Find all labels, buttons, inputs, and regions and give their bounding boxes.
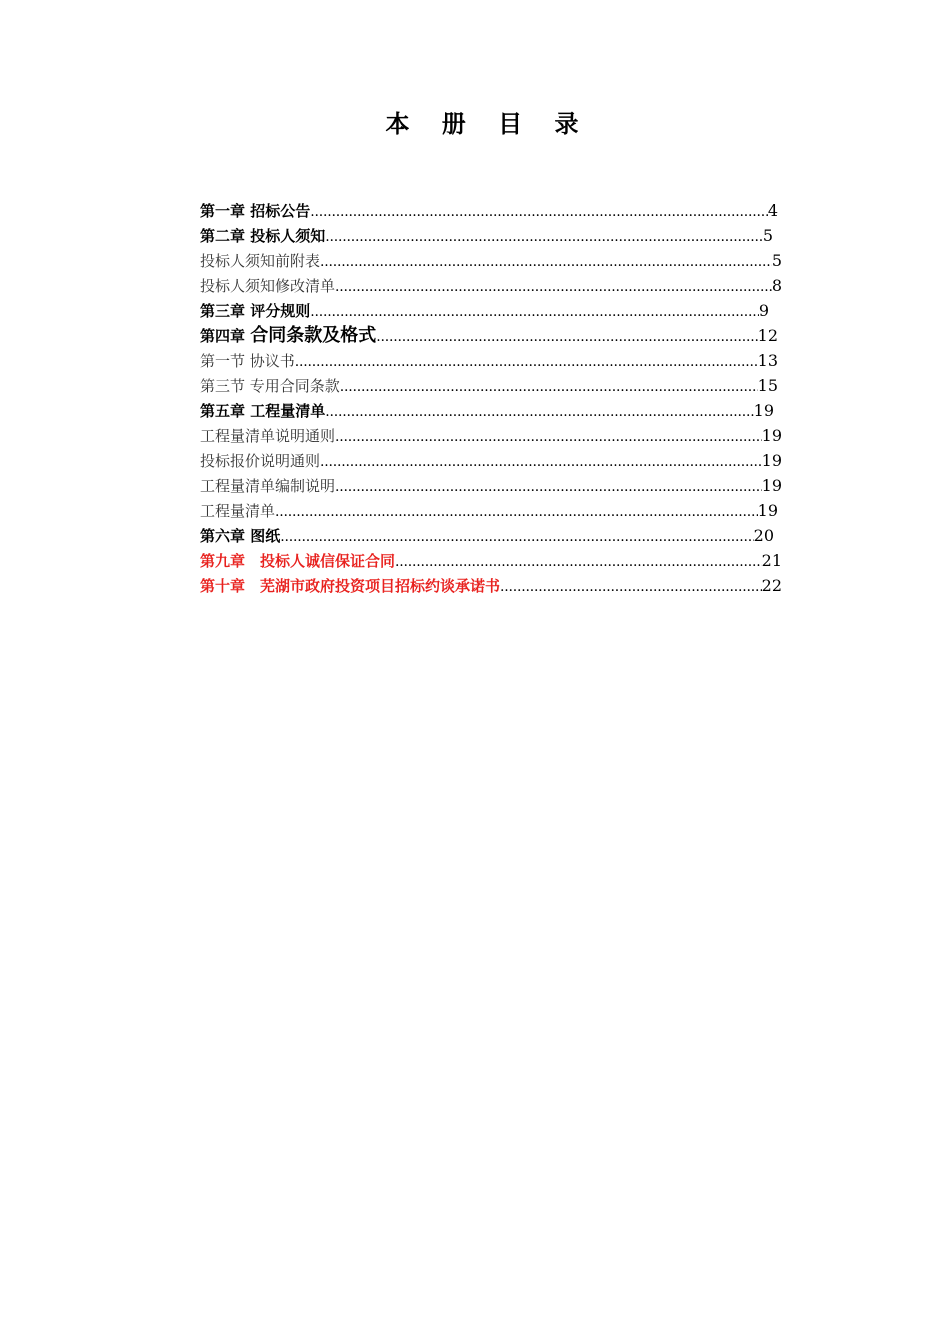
dot-leader: [325, 400, 753, 425]
dot-leader: [320, 450, 762, 475]
dot-leader: [310, 300, 759, 325]
toc-entry-label: 第二章 投标人须知: [200, 227, 326, 245]
toc-entry-label: 第三节 专用合同条款: [200, 377, 340, 395]
dot-leader: [335, 275, 772, 300]
toc-entry-page: 20: [753, 526, 774, 545]
dot-leader: [310, 200, 768, 225]
dot-leader: [376, 325, 757, 350]
dot-leader: [320, 250, 772, 275]
toc-entry-page: 5: [771, 251, 782, 270]
toc-entry-section[interactable]: [200, 348, 778, 373]
toc-entry-chapter-3[interactable]: [200, 298, 769, 323]
toc-entry-chapter-6[interactable]: [200, 523, 774, 548]
toc-entry-label: 投标人须知修改清单: [200, 277, 336, 295]
dot-leader: [500, 575, 762, 600]
table-of-contents: [200, 198, 800, 598]
toc-entry-chapter-1[interactable]: [200, 198, 778, 223]
dot-leader: [325, 225, 763, 250]
toc-entry-section[interactable]: [200, 498, 778, 523]
toc-entry-page: 19: [761, 451, 782, 470]
dot-leader: [280, 525, 753, 550]
toc-entry-page: 13: [757, 351, 778, 370]
toc-entry-label: 工程量清单编制说明: [200, 477, 336, 495]
toc-entry-chapter-5[interactable]: [200, 398, 774, 423]
toc-entry-page: 22: [761, 576, 782, 595]
toc-entry-chapter-2[interactable]: [200, 223, 773, 248]
toc-entry-section[interactable]: [200, 473, 782, 498]
toc-entry-label: 第一节 协议书: [200, 352, 295, 370]
toc-entry-page: 19: [761, 476, 782, 495]
dot-leader: [295, 350, 758, 375]
toc-entry-chapter-9[interactable]: [200, 548, 782, 573]
toc-entry-label: 第六章 图纸: [200, 527, 281, 545]
toc-entry-page: 9: [758, 301, 769, 320]
toc-entry-page: 8: [771, 276, 782, 295]
toc-entry-label: 第十章 芜湖市政府投资项目招标约谈承诺书: [200, 577, 501, 595]
page-title: 本 册 目 录: [385, 110, 591, 138]
toc-entry-page: 15: [757, 376, 778, 395]
toc-entry-label: [200, 323, 376, 349]
toc-entry-label-main: 合同条款及格式: [250, 325, 377, 346]
dot-leader: [275, 500, 758, 525]
toc-entry-page: 12: [757, 326, 778, 345]
toc-entry-page: 19: [761, 426, 782, 445]
toc-entry-section[interactable]: [200, 448, 782, 473]
toc-entry-section[interactable]: [200, 273, 782, 298]
toc-entry-label: 第三章 评分规则: [200, 302, 311, 320]
toc-entry-page: 19: [757, 501, 778, 520]
toc-entry-chapter-4[interactable]: [200, 323, 778, 348]
dot-leader: [340, 375, 758, 400]
toc-entry-page: 21: [761, 551, 782, 570]
toc-entry-label: 第九章 投标人诚信保证合同: [200, 552, 396, 570]
toc-entry-label: 投标报价说明通则: [200, 452, 321, 470]
toc-entry-label: 投标人须知前附表: [200, 252, 321, 270]
toc-entry-section[interactable]: [200, 423, 782, 448]
toc-entry-section[interactable]: [200, 248, 782, 273]
toc-entry-label: 第一章 招标公告: [200, 202, 311, 220]
toc-entry-label: 第五章 工程量清单: [200, 402, 326, 420]
toc-entry-chapter-10[interactable]: [200, 573, 782, 598]
dot-leader: [335, 475, 762, 500]
dot-leader: [395, 550, 762, 575]
toc-entry-label-prefix: 第四章: [200, 327, 251, 345]
dot-leader: [335, 425, 762, 450]
toc-entry-label: 工程量清单说明通则: [200, 427, 336, 445]
toc-entry-page: 19: [753, 401, 774, 420]
toc-entry-page: 4: [767, 201, 778, 220]
toc-entry-label: 工程量清单: [200, 502, 276, 520]
toc-entry-page: 5: [762, 226, 773, 245]
toc-entry-section[interactable]: [200, 373, 778, 398]
